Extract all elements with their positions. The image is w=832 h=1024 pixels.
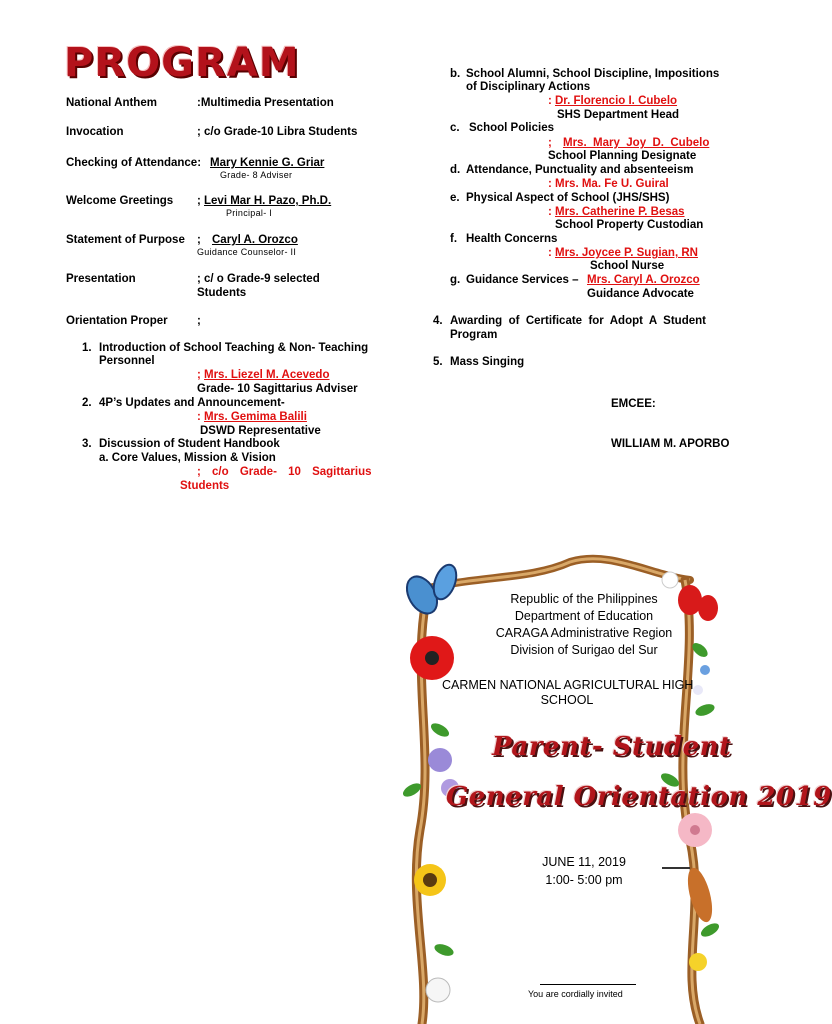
cover-department: Department of Education: [514, 609, 654, 623]
cover-page: [400, 550, 832, 1024]
presenter-prefix: :: [548, 95, 552, 107]
presenter-name: Mrs. Ma. Fe U. Guiral: [555, 178, 669, 190]
subitem-text: School Alumni, School Discipline, Impositions: [466, 68, 720, 80]
row-value: ; c/o Grade-10 Libra Students: [197, 126, 358, 138]
row-value: Mary Kennie G. Griar: [210, 157, 325, 169]
presenter-name: Mrs. Joycee P. Sugian, RN: [555, 247, 698, 259]
presenter-prefix: :: [548, 178, 552, 190]
presenter-prefix: ;: [197, 369, 201, 381]
presenter-name: Students: [180, 480, 230, 492]
invite-text: You are cordially invited: [528, 989, 623, 999]
presenter-name: Mrs. Mary Joy D. Cubelo: [563, 137, 710, 149]
row-label: Checking of Attendance:: [66, 157, 202, 169]
item-text: Personnel: [99, 355, 155, 367]
item-subtext: a. Core Values, Mission & Vision: [99, 452, 276, 464]
item-text: 4P’s Updates and Announcement-: [99, 397, 285, 409]
presenter-role: School Planning Designate: [548, 150, 697, 162]
signature-line: [540, 984, 636, 985]
item-number: 3.: [82, 438, 92, 450]
emcee-name: WILLIAM M. APORBO: [611, 438, 730, 450]
row-prefix: ;: [197, 234, 201, 246]
row-value: ;: [197, 315, 201, 327]
row-sub: Guidance Counselor- II: [197, 247, 297, 257]
item-number: 1.: [82, 342, 92, 354]
subitem-letter: c.: [450, 122, 460, 134]
row-sub: Grade- 8 Adviser: [220, 170, 293, 180]
presenter-role: Grade- 10 Sagittarius Adviser: [197, 383, 358, 395]
presenter-name: Dr. Florencio I. Cubelo: [555, 95, 678, 107]
presenter-name: Mrs. Caryl A. Orozco: [587, 274, 700, 286]
subitem-letter: f.: [450, 233, 458, 245]
subitem-text: Health Concerns: [466, 233, 558, 245]
cover-region: CARAGA Administrative Region: [495, 626, 673, 640]
row-value: :Multimedia Presentation: [197, 97, 334, 109]
presenter-role: SHS Department Head: [557, 109, 680, 121]
row-value: Levi Mar H. Pazo, Ph.D.: [204, 195, 332, 207]
item-text: Awarding of Certificate for Adopt A Student: [450, 315, 706, 327]
presenter-role: School Property Custodian: [555, 219, 704, 231]
subitem-letter: b.: [450, 68, 461, 80]
subitem-text: School Policies: [469, 122, 554, 134]
row-value: ; c/ o Grade-9 selected: [197, 273, 320, 285]
presenter-prefix: ;: [548, 137, 552, 149]
row-label: Statement of Purpose: [66, 234, 185, 246]
subitem-letter: e.: [450, 192, 460, 204]
presenter-name: ; c/o Grade- 10 Sagittarius: [197, 466, 372, 478]
row-label: Presentation: [66, 273, 136, 285]
presenter-role: Guidance Advocate: [587, 288, 694, 300]
event-title-line1: Parent- Student: [492, 732, 732, 762]
cover-school-cont: SCHOOL: [540, 693, 594, 707]
item-text: Introduction of School Teaching & Non- Teaching: [99, 342, 369, 354]
presenter-name: Mrs. Liezel M. Acevedo: [204, 369, 330, 381]
presenter-name: Mrs. Catherine P. Besas: [555, 206, 685, 218]
subitem-text: Attendance, Punctuality and absenteeism: [466, 164, 694, 176]
row-label: Welcome Greetings: [66, 195, 174, 207]
presenter-prefix: :: [548, 247, 552, 259]
presenter-role: School Nurse: [590, 260, 665, 272]
row-label: National Anthem: [66, 97, 157, 109]
event-title-line2: General Orientation 2019: [446, 782, 832, 812]
row-prefix: ;: [197, 195, 201, 207]
subitem-letter: g.: [450, 274, 461, 286]
event-time: 1:00- 5:00 pm: [545, 873, 623, 887]
item-number: 5.: [433, 356, 443, 368]
row-label: Invocation: [66, 126, 124, 138]
cover-republic: Republic of the Philippines: [510, 592, 658, 606]
cover-school-clip: [442, 693, 692, 707]
item-text: Program: [450, 329, 498, 341]
cover-school: CARMEN NATIONAL AGRICULTURAL HIGH: [442, 678, 694, 692]
item-number: 2.: [82, 397, 92, 409]
row-value: Students: [197, 287, 247, 299]
presenter-prefix: :: [197, 411, 201, 423]
item-text: Mass Singing: [450, 356, 525, 368]
presenter-role: DSWD Representative: [200, 425, 321, 437]
subitem-text: of Disciplinary Actions: [466, 81, 591, 93]
row-sub: Principal- I: [226, 208, 273, 218]
emcee-label: EMCEE:: [611, 398, 656, 410]
subitem-letter: d.: [450, 164, 461, 176]
subitem-text: Guidance Services –: [466, 274, 579, 286]
subitem-text: Physical Aspect of School (JHS/SHS): [466, 192, 670, 204]
row-value: Caryl A. Orozco: [212, 234, 298, 246]
program-title: PROGRAM: [64, 40, 300, 86]
presenter-name: Mrs. Gemima Balili: [204, 411, 307, 423]
item-number: 4.: [433, 315, 443, 327]
row-label: Orientation Proper: [66, 315, 168, 327]
event-date: JUNE 11, 2019: [542, 855, 626, 869]
cover-division: Division of Surigao del Sur: [510, 643, 658, 657]
presenter-prefix: :: [548, 206, 552, 218]
item-text: Discussion of Student Handbook: [99, 438, 280, 450]
